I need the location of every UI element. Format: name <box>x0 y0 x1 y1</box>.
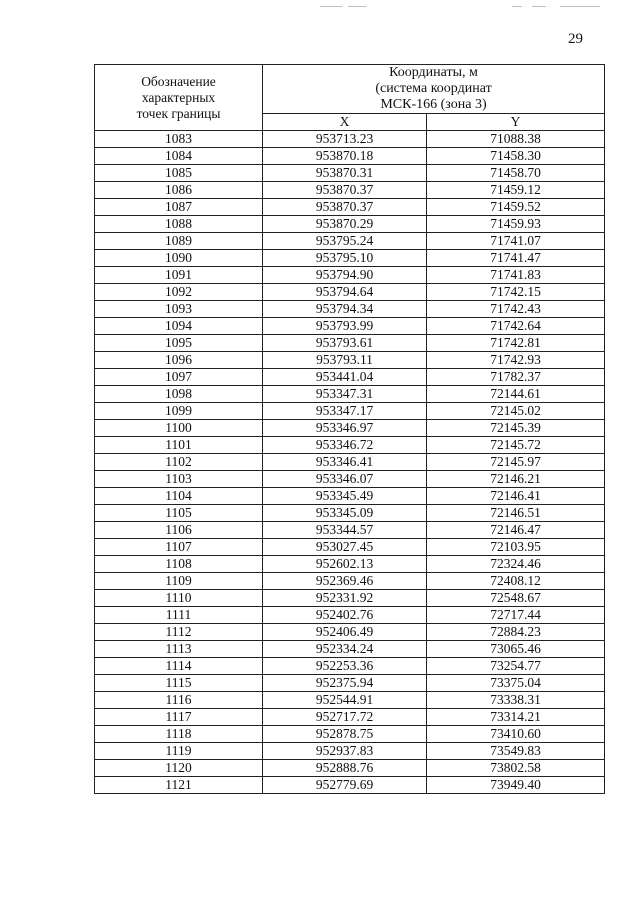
cell-point-id: 1098 <box>95 386 263 403</box>
cell-x: 952402.76 <box>263 607 427 624</box>
table-row <box>95 624 605 641</box>
cell-y: 73314.21 <box>427 709 605 726</box>
cell-y: 73254.77 <box>427 658 605 675</box>
cell-x: 952544.91 <box>263 692 427 709</box>
table-row <box>95 301 605 318</box>
cell-y: 71782.37 <box>427 369 605 386</box>
cell-x: 953870.31 <box>263 165 427 182</box>
header-coordinates <box>263 65 605 114</box>
cell-y: 71458.30 <box>427 148 605 165</box>
table-row <box>95 573 605 590</box>
cell-y: 72548.67 <box>427 590 605 607</box>
table-row <box>95 726 605 743</box>
cell-point-id: 1112 <box>95 624 263 641</box>
cell-x: 952406.49 <box>263 624 427 641</box>
cell-x: 953346.72 <box>263 437 427 454</box>
cell-y: 72145.72 <box>427 437 605 454</box>
cell-x: 952717.72 <box>263 709 427 726</box>
cell-point-id: 1101 <box>95 437 263 454</box>
cell-point-id: 1115 <box>95 675 263 692</box>
table-row <box>95 403 605 420</box>
cell-y: 73949.40 <box>427 777 605 794</box>
cell-point-id: 1092 <box>95 284 263 301</box>
coordinates-table <box>94 64 605 794</box>
cell-y: 71459.93 <box>427 216 605 233</box>
cell-x: 952253.36 <box>263 658 427 675</box>
cell-y: 73549.83 <box>427 743 605 760</box>
cell-y: 71458.70 <box>427 165 605 182</box>
cell-x: 953793.11 <box>263 352 427 369</box>
table-row <box>95 131 605 148</box>
cell-point-id: 1109 <box>95 573 263 590</box>
cell-point-id: 1105 <box>95 505 263 522</box>
table-row <box>95 505 605 522</box>
table-row <box>95 488 605 505</box>
table-row <box>95 675 605 692</box>
cell-point-id: 1103 <box>95 471 263 488</box>
cell-y: 71741.07 <box>427 233 605 250</box>
cell-point-id: 1089 <box>95 233 263 250</box>
table-row <box>95 335 605 352</box>
cell-x: 953346.41 <box>263 454 427 471</box>
cell-x: 953441.04 <box>263 369 427 386</box>
table-row <box>95 267 605 284</box>
cell-point-id: 1096 <box>95 352 263 369</box>
cell-y: 71742.43 <box>427 301 605 318</box>
table-row <box>95 743 605 760</box>
cell-point-id: 1085 <box>95 165 263 182</box>
cell-point-id: 1114 <box>95 658 263 675</box>
cell-y: 73065.46 <box>427 641 605 658</box>
cell-point-id: 1104 <box>95 488 263 505</box>
cell-x: 953344.57 <box>263 522 427 539</box>
cell-point-id: 1121 <box>95 777 263 794</box>
header-coords-line-2: (система координат <box>375 81 492 96</box>
table-row <box>95 471 605 488</box>
cell-y: 72146.41 <box>427 488 605 505</box>
cell-x: 953870.18 <box>263 148 427 165</box>
cell-y: 72324.46 <box>427 556 605 573</box>
cell-x: 953347.31 <box>263 386 427 403</box>
table-row <box>95 777 605 794</box>
cell-x: 953347.17 <box>263 403 427 420</box>
table-row <box>95 369 605 386</box>
cell-point-id: 1116 <box>95 692 263 709</box>
cell-point-id: 1111 <box>95 607 263 624</box>
cell-x: 953345.49 <box>263 488 427 505</box>
header-point-line-1: Обозначение <box>141 73 216 89</box>
table-row <box>95 641 605 658</box>
cell-y: 73802.58 <box>427 760 605 777</box>
cell-x: 953795.24 <box>263 233 427 250</box>
table-row <box>95 165 605 182</box>
cell-point-id: 1097 <box>95 369 263 386</box>
cell-point-id: 1106 <box>95 522 263 539</box>
cell-y: 71742.93 <box>427 352 605 369</box>
cell-x: 953027.45 <box>263 539 427 556</box>
table-row <box>95 692 605 709</box>
cell-y: 72145.39 <box>427 420 605 437</box>
cell-point-id: 1086 <box>95 182 263 199</box>
cell-point-id: 1107 <box>95 539 263 556</box>
cell-point-id: 1094 <box>95 318 263 335</box>
cell-point-id: 1110 <box>95 590 263 607</box>
header-point-designation <box>95 65 263 131</box>
cell-x: 952888.76 <box>263 760 427 777</box>
cell-y: 71741.47 <box>427 250 605 267</box>
cell-point-id: 1084 <box>95 148 263 165</box>
cell-x: 953795.10 <box>263 250 427 267</box>
cell-point-id: 1087 <box>95 199 263 216</box>
cell-point-id: 1102 <box>95 454 263 471</box>
cell-y: 71742.81 <box>427 335 605 352</box>
cell-y: 71741.83 <box>427 267 605 284</box>
cell-x: 952602.13 <box>263 556 427 573</box>
table-row <box>95 250 605 267</box>
cell-y: 72717.44 <box>427 607 605 624</box>
table-row <box>95 539 605 556</box>
table-row <box>95 386 605 403</box>
table-row <box>95 607 605 624</box>
cell-point-id: 1091 <box>95 267 263 284</box>
cell-x: 953345.09 <box>263 505 427 522</box>
table-row <box>95 352 605 369</box>
table-row <box>95 233 605 250</box>
cell-point-id: 1083 <box>95 131 263 148</box>
header-coords-line-1: Координаты, м <box>389 65 478 80</box>
cell-x: 952937.83 <box>263 743 427 760</box>
cell-y: 71742.15 <box>427 284 605 301</box>
cell-y: 73338.31 <box>427 692 605 709</box>
table-row <box>95 522 605 539</box>
cell-y: 72145.97 <box>427 454 605 471</box>
cell-x: 953870.37 <box>263 199 427 216</box>
cell-point-id: 1113 <box>95 641 263 658</box>
table-row <box>95 437 605 454</box>
cell-x: 953870.29 <box>263 216 427 233</box>
header-coords-line-3: МСК-166 (зона 3) <box>380 97 487 112</box>
cell-point-id: 1099 <box>95 403 263 420</box>
cell-x: 953793.61 <box>263 335 427 352</box>
cell-y: 72144.61 <box>427 386 605 403</box>
cell-point-id: 1108 <box>95 556 263 573</box>
scan-artifact-marks <box>300 6 620 8</box>
cell-point-id: 1118 <box>95 726 263 743</box>
cell-x: 952334.24 <box>263 641 427 658</box>
cell-y: 73410.60 <box>427 726 605 743</box>
table-row <box>95 760 605 777</box>
cell-x: 953346.97 <box>263 420 427 437</box>
header-point-line-3: точек границы <box>136 105 221 121</box>
cell-y: 72146.21 <box>427 471 605 488</box>
cell-x: 953870.37 <box>263 182 427 199</box>
cell-y: 72408.12 <box>427 573 605 590</box>
cell-x: 953346.07 <box>263 471 427 488</box>
cell-x: 953713.23 <box>263 131 427 148</box>
cell-y: 72103.95 <box>427 539 605 556</box>
page-number: 29 <box>568 31 583 47</box>
cell-y: 73375.04 <box>427 675 605 692</box>
cell-x: 953794.64 <box>263 284 427 301</box>
cell-y: 72145.02 <box>427 403 605 420</box>
cell-x: 953793.99 <box>263 318 427 335</box>
cell-y: 71742.64 <box>427 318 605 335</box>
cell-x: 952878.75 <box>263 726 427 743</box>
cell-point-id: 1093 <box>95 301 263 318</box>
cell-point-id: 1090 <box>95 250 263 267</box>
cell-point-id: 1088 <box>95 216 263 233</box>
table-row <box>95 199 605 216</box>
table-row <box>95 182 605 199</box>
cell-x: 953794.90 <box>263 267 427 284</box>
table-row <box>95 216 605 233</box>
table-row <box>95 454 605 471</box>
cell-y: 72884.23 <box>427 624 605 641</box>
cell-y: 71088.38 <box>427 131 605 148</box>
cell-point-id: 1117 <box>95 709 263 726</box>
cell-x: 952779.69 <box>263 777 427 794</box>
table-row <box>95 284 605 301</box>
table-row <box>95 709 605 726</box>
table-row <box>95 420 605 437</box>
cell-x: 952331.92 <box>263 590 427 607</box>
header-x: X <box>263 114 427 131</box>
table-header <box>95 65 605 131</box>
cell-x: 952375.94 <box>263 675 427 692</box>
table-row <box>95 556 605 573</box>
table-row <box>95 318 605 335</box>
cell-y: 71459.12 <box>427 182 605 199</box>
cell-point-id: 1119 <box>95 743 263 760</box>
cell-y: 71459.52 <box>427 199 605 216</box>
cell-x: 952369.46 <box>263 573 427 590</box>
table-row <box>95 658 605 675</box>
header-y: Y <box>427 114 605 131</box>
cell-point-id: 1095 <box>95 335 263 352</box>
cell-point-id: 1100 <box>95 420 263 437</box>
header-point-line-2: характерных <box>141 89 216 105</box>
cell-y: 72146.51 <box>427 505 605 522</box>
cell-point-id: 1120 <box>95 760 263 777</box>
cell-y: 72146.47 <box>427 522 605 539</box>
table-row <box>95 148 605 165</box>
cell-x: 953794.34 <box>263 301 427 318</box>
table-row <box>95 590 605 607</box>
table-body <box>95 131 605 794</box>
